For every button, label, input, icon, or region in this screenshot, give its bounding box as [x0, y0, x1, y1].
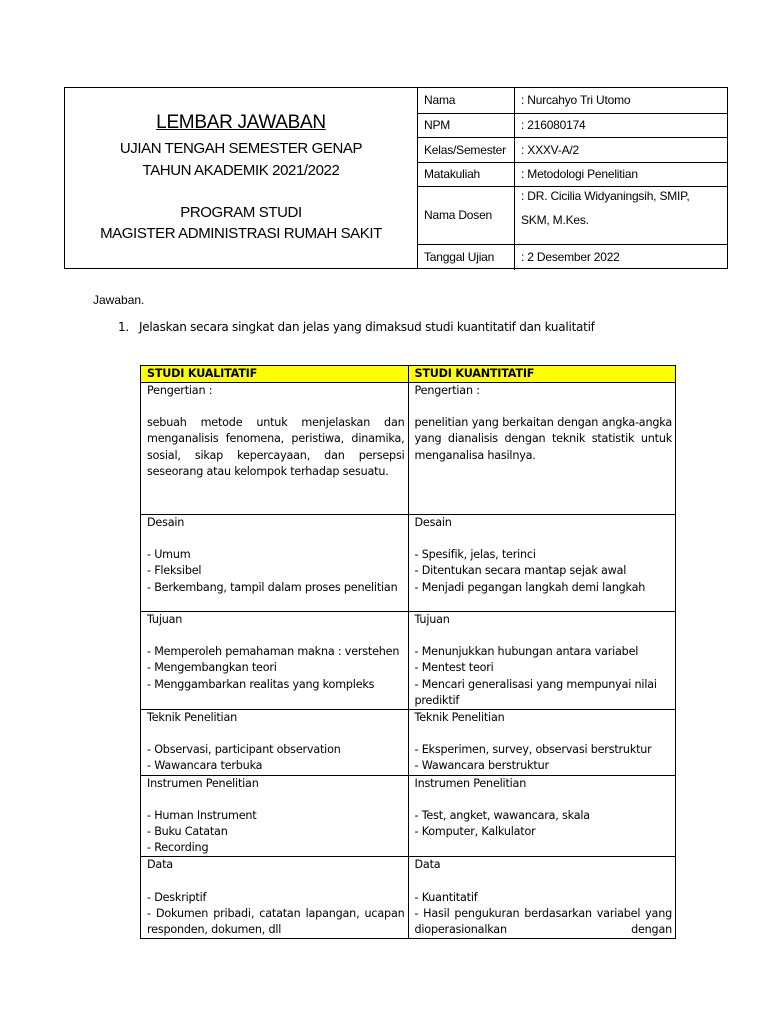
- cell-heading: Teknik Penelitian: [414, 711, 505, 725]
- cell-heading: Instrumen Penelitian: [414, 776, 527, 790]
- list-item: - Dokumen pribadi, catatan lapangan, ucapan responden, dokumen, dll: [147, 906, 405, 937]
- list-item: - Spesifik, jelas, terinci: [414, 548, 536, 562]
- table-cell: [141, 383, 409, 515]
- list-item: - Umum: [147, 548, 191, 562]
- cell-heading: Data: [147, 858, 173, 872]
- academic-year: TAHUN AKADEMIK 2021/2022: [142, 162, 340, 179]
- info-value: [515, 186, 728, 244]
- list-item: - Buku Catatan: [147, 825, 228, 839]
- document-title: LEMBAR JAWABAN: [156, 112, 326, 133]
- list-item: - Human Instrument: [147, 808, 257, 822]
- program-label: PROGRAM STUDI: [180, 204, 302, 221]
- list-item: - Menggambarkan realitas yang kompleks: [147, 677, 375, 691]
- cell-text: penelitian yang berkaitan dengan angka-angka yang dianalisis dengan teknik statistik untuk menganalisa hasilnya.: [414, 416, 672, 462]
- info-value: : 216080174: [515, 113, 728, 137]
- info-row-npm: [418, 113, 727, 137]
- table-row-purpose: [141, 612, 676, 710]
- table-row-design: [141, 515, 676, 612]
- info-label: Nama Dosen: [418, 186, 515, 244]
- comparison-table: [140, 365, 676, 939]
- question-number: 1.: [118, 320, 129, 334]
- table-row-data: [141, 857, 676, 939]
- info-row-dosen: [418, 186, 727, 244]
- cell-heading: Teknik Penelitian: [147, 711, 237, 725]
- cell-heading: Pengertian :: [147, 384, 213, 397]
- list-item: - Wawancara terbuka: [147, 759, 263, 773]
- list-item: - Ditentukan secara mantap sejak awal: [414, 564, 627, 578]
- table-cell: [408, 775, 676, 857]
- list-item: - Kuantitatif: [414, 890, 478, 904]
- list-item: - Mentest teori: [414, 661, 494, 675]
- list-item: - Mencari generalisasi yang mempunyai nilai prediktif: [414, 677, 657, 707]
- student-info-table: [418, 88, 727, 270]
- program-name: MAGISTER ADMINISTRASI RUMAH SAKIT: [100, 225, 382, 242]
- table-cell: [408, 857, 676, 939]
- info-value: : Metodologi Penelitian: [515, 162, 728, 186]
- table-cell: [408, 710, 676, 776]
- list-item: - Berkembang, tampil dalam proses penelitian: [147, 580, 398, 594]
- list-item: - Recording: [147, 841, 209, 855]
- info-label: NPM: [418, 113, 515, 137]
- table-row-instrument: [141, 775, 676, 857]
- cell-heading: Instrumen Penelitian: [147, 776, 259, 790]
- list-item: - Observasi, participant observation: [147, 743, 341, 757]
- table-cell: [408, 515, 676, 612]
- list-item: - Memperoleh pemahaman makna : verstehen: [147, 645, 400, 659]
- list-item: - Test, angket, wawancara, skala: [414, 808, 590, 822]
- table-cell: [141, 857, 409, 939]
- info-label: Kelas/Semester: [418, 137, 515, 162]
- info-label: Nama: [418, 88, 515, 113]
- info-row-tanggal: [418, 244, 727, 270]
- answer-label: Jawaban.: [93, 293, 145, 307]
- column-header-qualitative: STUDI KUALITATIF: [141, 366, 409, 383]
- info-label: Tanggal Ujian: [418, 244, 515, 270]
- question-text: Jelaskan secara singkat dan jelas yang dimaksud studi kuantitatif dan kualitatif: [139, 320, 595, 334]
- list-item: - Menunjukkan hubungan antara variabel: [414, 645, 639, 659]
- list-item: - Eksperimen, survey, observasi berstruktur: [414, 743, 652, 757]
- table-header-row: [141, 366, 676, 383]
- table-cell: [141, 775, 409, 857]
- table-row-technique: [141, 710, 676, 776]
- list-item: - Wawancara berstruktur: [414, 759, 549, 773]
- lecturer-degree: SKM, M.Kes.: [521, 212, 589, 227]
- exam-name: UJIAN TENGAH SEMESTER GENAP: [119, 140, 363, 157]
- list-item: - Deskriptif: [147, 890, 207, 904]
- cell-heading: Data: [414, 858, 441, 872]
- table-cell: [141, 515, 409, 612]
- info-value: : XXXV-A/2: [515, 137, 728, 162]
- info-row-kelas: [418, 137, 727, 162]
- cell-text: sebuah metode untuk menjelaskan dan menganalisis fenomena, peristiwa, dinamika, sosial, sikap kepercayaan, dan persepsi seseorang atau kelompok terhadap sesuatu.: [147, 416, 405, 478]
- table-cell: [141, 710, 409, 776]
- table-cell: [141, 612, 409, 710]
- table-cell: [408, 612, 676, 710]
- cell-heading: Desain: [414, 516, 452, 529]
- info-row-nama: [418, 88, 727, 113]
- list-item: - Mengembangkan teori: [147, 661, 277, 675]
- info-row-matakuliah: [418, 162, 727, 186]
- header-title-block: [65, 88, 418, 268]
- list-item: - Fleksibel: [147, 564, 202, 578]
- list-item: - Hasil pengukuran berdasarkan variabel yang dioperasionalkan dengan: [414, 906, 672, 937]
- cell-heading: Pengertian :: [414, 384, 480, 397]
- header-box: [64, 87, 728, 269]
- list-item: - Komputer, Kalkulator: [414, 825, 536, 839]
- list-item: - Menjadi pegangan langkah demi langkah: [414, 580, 646, 594]
- column-header-quantitative: STUDI KUANTITATIF: [408, 366, 676, 383]
- cell-heading: Tujuan: [414, 613, 450, 626]
- lecturer-name: : DR. Cicilia Widyaningsih, SMIP,: [521, 188, 690, 203]
- table-cell: [408, 383, 676, 515]
- cell-heading: Tujuan: [147, 613, 183, 626]
- question-1: [120, 320, 595, 334]
- info-value: : 2 Desember 2022: [515, 244, 728, 270]
- table-row-definition: [141, 383, 676, 515]
- cell-heading: Desain: [147, 516, 185, 529]
- info-value: : Nurcahyo Tri Utomo: [515, 88, 728, 113]
- info-label: Matakuliah: [418, 162, 515, 186]
